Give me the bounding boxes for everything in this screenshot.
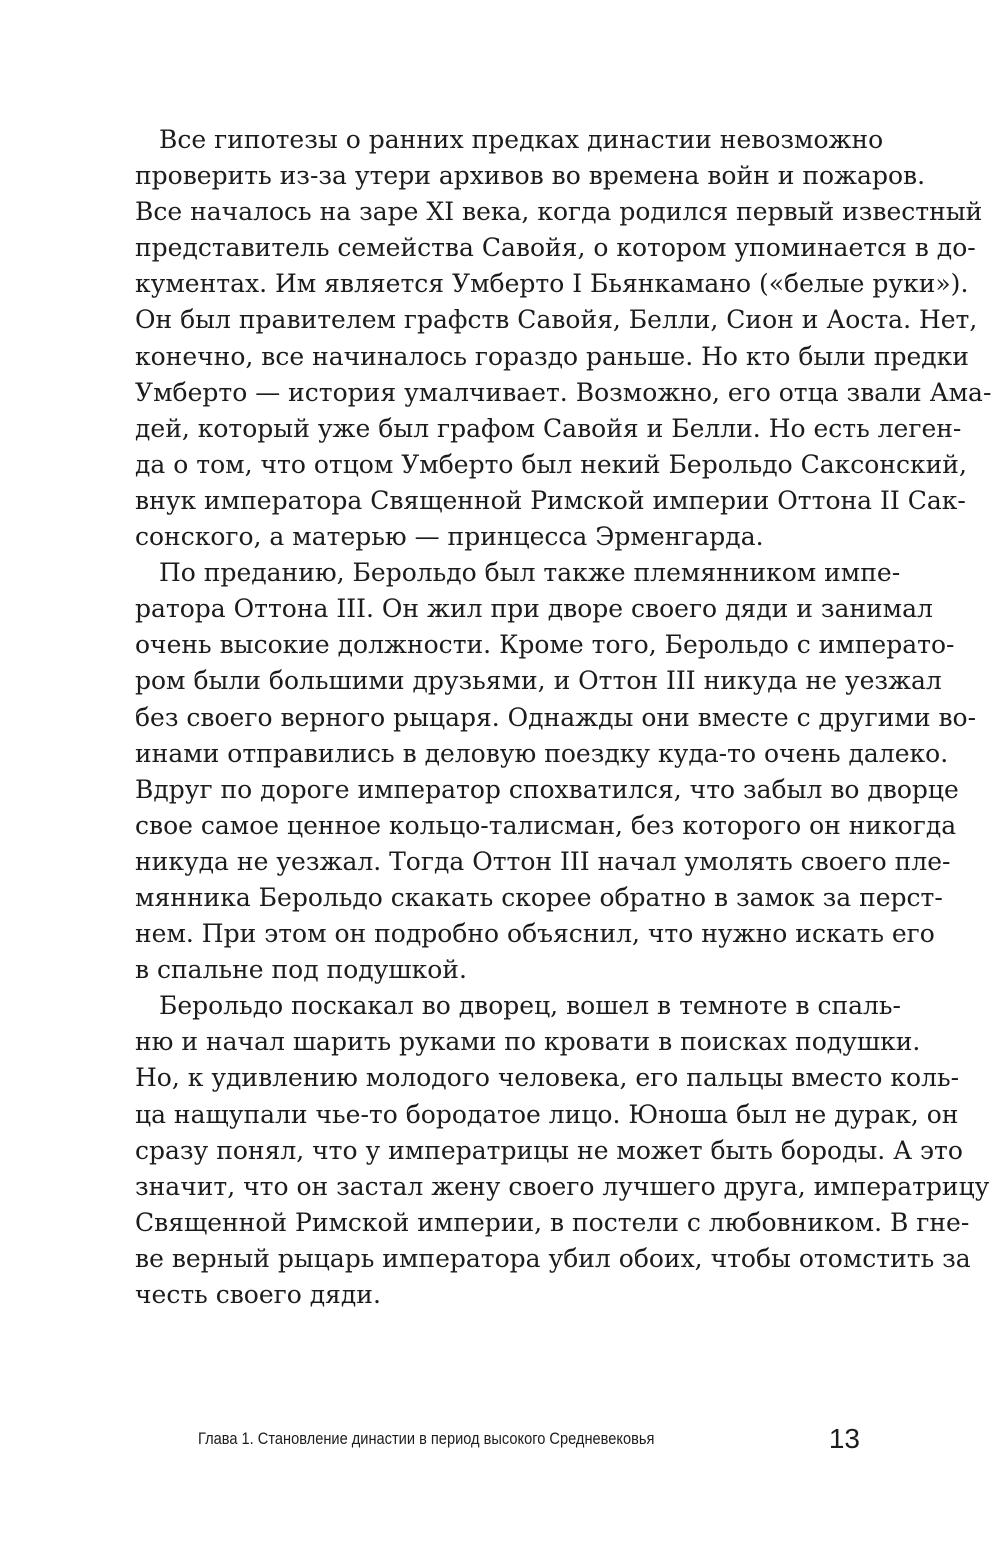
text-line: свое самое ценное кольцо-талисман, без которого он никогда <box>135 810 957 840</box>
running-head: Глава 1. Становление династии в период высокого Средневековья <box>198 1429 655 1448</box>
text-line: ве верный рыцарь императора убил обоих, чтобы отомстить за <box>135 1243 971 1273</box>
text-line: в спальне под подушкой. <box>135 955 467 985</box>
text-line: Священной Римской империи, в постели с любовником. В гне- <box>135 1207 970 1237</box>
paragraph-1 <box>135 122 992 555</box>
text-line: да о том, что отцом Умберто был некий Берольдо Саксонский, <box>135 449 967 479</box>
text-line: Умберто — история умалчивает. Возможно, его отца звали Ама- <box>135 377 992 407</box>
text-line: сонского, а матерью — принцесса Эрменгарда. <box>135 522 764 552</box>
text-line: конечно, все начиналось гораздо раньше. Но кто были предки <box>135 341 969 371</box>
page-footer <box>198 1425 860 1457</box>
text-line: инами отправились в деловую поездку куда-то очень далеко. <box>135 738 949 768</box>
body-text <box>135 122 992 1313</box>
text-line: сразу понял, что у императрицы не может быть бороды. А это <box>135 1135 963 1165</box>
text-line: ца нащупали чье-то бородатое лицо. Юноша был не дурак, он <box>135 1099 959 1129</box>
text-line: проверить из-за утери архивов во времена войн и пожаров. <box>135 161 926 191</box>
paragraph-3 <box>135 988 990 1313</box>
text-line: значит, что он застал жену своего лучшего друга, императрицу <box>135 1171 990 1201</box>
text-line: Но, к удивлению молодого человека, его пальцы вместо коль- <box>135 1063 960 1093</box>
text-line: очень высокие должности. Кроме того, Берольдо с императо- <box>135 630 955 660</box>
text-line: нем. При этом он подробно объяснил, что нужно искать его <box>135 919 935 949</box>
text-line: без своего верного рыцаря. Однажды они вместе с другими во- <box>135 702 977 732</box>
text-line: По преданию, Берольдо был также племянником импе- <box>159 558 901 588</box>
text-line: ром были большими друзьями, и Оттон III никуда не уезжал <box>135 666 942 696</box>
text-line: честь своего дяди. <box>135 1280 381 1309</box>
text-line: дей, который уже был графом Савойя и Белли. Но есть леген- <box>135 413 962 443</box>
text-line: Все началось на заре XI века, когда родился первый известный <box>135 197 983 227</box>
text-line: никуда не уезжал. Тогда Оттон III начал умолять своего пле- <box>135 846 951 876</box>
text-line: Он был правителем графств Савойя, Белли, Сион и Аоста. Нет, <box>135 305 978 335</box>
text-line: мянника Берольдо скакать скорее обратно в замок за перст- <box>135 882 943 912</box>
page-number: 13 <box>828 1423 860 1454</box>
paragraph-2 <box>135 555 977 988</box>
text-line: представитель семейства Савойя, о котором упоминается в до- <box>135 233 976 263</box>
text-line: Все гипотезы о ранних предках династии невозможно <box>159 125 884 154</box>
text-line: ню и начал шарить руками по кровати в поисках подушки. <box>135 1027 921 1057</box>
text-line: ратора Оттона III. Он жил при дворе своего дяди и занимал <box>135 594 933 624</box>
text-line: Вдруг по дороге император спохватился, что забыл во дворце <box>135 774 959 804</box>
text-line: Берольдо поскакал во дворец, вошел в темноте в спаль- <box>159 991 901 1021</box>
text-line: кументах. Им является Умберто I Бьянкамано («белые руки»). <box>135 269 969 299</box>
text-line: внук императора Священной Римской империи Оттона II Сак- <box>135 485 966 515</box>
